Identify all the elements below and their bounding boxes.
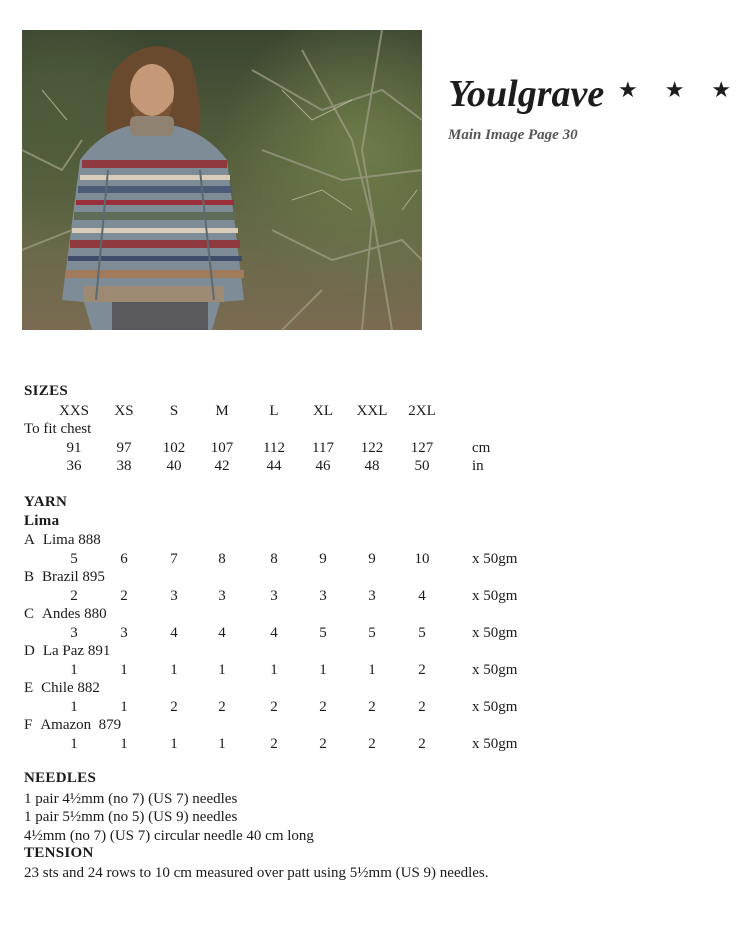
yarn-amount: 2: [418, 662, 426, 678]
main-image-reference: Main Image Page 30: [448, 127, 578, 143]
tension-heading: TENSION: [24, 845, 94, 861]
yarn-amount: 1: [170, 736, 178, 752]
yarn-amount: 2: [170, 699, 178, 715]
yarn-colour-name: Lima 888: [42, 532, 101, 548]
yarn-amount: 1: [218, 662, 226, 678]
sizes-heading: SIZES: [24, 383, 69, 399]
yarn-amount-row: [0, 661, 726, 679]
sizes-labels-row: [0, 402, 726, 420]
chest-in-value: 44: [266, 458, 282, 474]
yarn-colour-name: La Paz 891: [42, 643, 111, 659]
yarn-colour-name: Brazil 895: [42, 569, 105, 585]
yarn-unit: x 50gm: [472, 736, 518, 752]
chest-in-value: 46: [315, 458, 331, 474]
yarn-amount: 5: [368, 625, 376, 641]
yarn-amount: 2: [368, 699, 376, 715]
yarn-amount: 1: [319, 662, 327, 678]
yarn-amount: 2: [270, 736, 278, 752]
yarn-amount: 10: [414, 551, 430, 567]
chest-cm-value: 127: [410, 440, 434, 456]
yarn-colour-letter: A: [24, 532, 35, 548]
yarn-amount: 1: [70, 662, 78, 678]
yarn-amount: 4: [170, 625, 178, 641]
yarn-amount: 3: [170, 588, 178, 604]
yarn-amount: 1: [218, 736, 226, 752]
yarn-amount: 8: [218, 551, 226, 567]
yarn-amount: 2: [418, 699, 426, 715]
difficulty-stars-icon: ★ ★ ★: [618, 78, 741, 103]
yarn-colour-name: Chile 882: [41, 680, 100, 696]
yarn-unit: x 50gm: [472, 699, 518, 715]
yarn-amount-row: [0, 550, 726, 568]
yarn-amount: 2: [70, 588, 78, 604]
yarn-amount: 9: [319, 551, 327, 567]
yarn-colour-letter: C: [24, 606, 35, 622]
yarn-colour-label: [24, 605, 107, 623]
yarn-unit: x 50gm: [472, 551, 518, 567]
yarn-amount: 7: [170, 551, 178, 567]
yarn-amount: 3: [120, 625, 128, 641]
size-label: 2XL: [408, 403, 436, 419]
yarn-colour-letter: F: [24, 717, 33, 733]
chest-cm-value: 107: [210, 440, 234, 456]
chest-cm-value: 91: [66, 440, 82, 456]
yarn-colour-letter: B: [24, 569, 35, 585]
size-label: S: [169, 403, 179, 419]
chest-in-value: 38: [116, 458, 132, 474]
yarn-amount-row: [0, 735, 726, 753]
yarn-amount: 1: [70, 699, 78, 715]
yarn-type: Lima: [24, 513, 60, 529]
pattern-title: Youlgrave: [448, 73, 605, 115]
yarn-amount: 2: [368, 736, 376, 752]
size-label: L: [269, 403, 279, 419]
yarn-colour-label: [24, 568, 105, 586]
yarn-unit: x 50gm: [472, 588, 518, 604]
needles-heading: NEEDLES: [24, 770, 97, 786]
chest-cm-value: 97: [116, 440, 132, 456]
needle-line: 1 pair 4½mm (no 7) (US 7) needles: [24, 791, 238, 807]
yarn-amount: 4: [270, 625, 278, 641]
yarn-amount: 1: [120, 662, 128, 678]
yarn-amount: 3: [270, 588, 278, 604]
chest-cm-value: 102: [162, 440, 186, 456]
yarn-amount: 3: [319, 588, 327, 604]
yarn-unit: x 50gm: [472, 662, 518, 678]
yarn-amount: 4: [218, 625, 226, 641]
chest-cm-value: 117: [312, 440, 334, 456]
chest-in-value: 40: [166, 458, 182, 474]
yarn-amount: 1: [170, 662, 178, 678]
needle-line: 4½mm (no 7) (US 7) circular needle 40 cm long: [24, 828, 314, 844]
yarn-unit: x 50gm: [472, 625, 518, 641]
yarn-amount: 1: [270, 662, 278, 678]
yarn-amount-row: [0, 587, 726, 605]
photo-illustration: [22, 30, 422, 330]
yarn-amount: 5: [70, 551, 78, 567]
chest-in-value: 42: [214, 458, 230, 474]
size-label: XXS: [58, 403, 89, 419]
yarn-amount: 3: [70, 625, 78, 641]
size-label: M: [215, 403, 229, 419]
yarn-heading: YARN: [24, 494, 68, 510]
yarn-amount: 2: [270, 699, 278, 715]
size-label: XL: [313, 403, 333, 419]
yarn-colour-label: [24, 531, 101, 549]
yarn-colour-name: Andes 880: [42, 606, 107, 622]
yarn-colour-letter: D: [24, 643, 35, 659]
yarn-amount: 3: [218, 588, 226, 604]
yarn-amount: 4: [418, 588, 426, 604]
chest-cm-row: [0, 439, 726, 457]
size-label: XXL: [356, 403, 388, 419]
yarn-amount: 2: [120, 588, 128, 604]
yarn-amount: 5: [418, 625, 426, 641]
yarn-amount: 1: [368, 662, 376, 678]
yarn-amount: 2: [319, 736, 327, 752]
yarn-colour-name: Amazon 879: [40, 717, 122, 733]
yarn-colour-label: [24, 716, 121, 734]
yarn-amount-row: [0, 698, 726, 716]
in-unit: in: [472, 458, 484, 474]
yarn-amount: 2: [418, 736, 426, 752]
yarn-amount: 5: [319, 625, 327, 641]
yarn-colour-label: [24, 642, 110, 660]
yarn-amount: 8: [270, 551, 278, 567]
chest-cm-value: 112: [263, 440, 285, 456]
chest-label: To fit chest: [24, 421, 92, 437]
yarn-amount: 1: [120, 736, 128, 752]
chest-in-value: 50: [414, 458, 430, 474]
yarn-amount: 1: [120, 699, 128, 715]
yarn-amount: 1: [70, 736, 78, 752]
needle-line: 1 pair 5½mm (no 5) (US 9) needles: [24, 809, 238, 825]
chest-in-row: [0, 457, 726, 475]
size-label: XS: [114, 403, 134, 419]
yarn-amount: 9: [368, 551, 376, 567]
yarn-amount: 2: [218, 699, 226, 715]
yarn-amount-row: [0, 624, 726, 642]
chest-cm-value: 122: [360, 440, 384, 456]
chest-in-value: 36: [66, 458, 82, 474]
chest-in-value: 48: [364, 458, 380, 474]
yarn-colour-label: [24, 679, 100, 697]
yarn-amount: 2: [319, 699, 327, 715]
yarn-amount: 6: [120, 551, 128, 567]
yarn-colour-letter: E: [24, 680, 34, 696]
yarn-amount: 3: [368, 588, 376, 604]
main-photo: [22, 30, 422, 330]
tension-text: 23 sts and 24 rows to 10 cm measured over patt using 5½mm (US 9) needles.: [24, 865, 489, 881]
cm-unit: cm: [472, 440, 491, 456]
